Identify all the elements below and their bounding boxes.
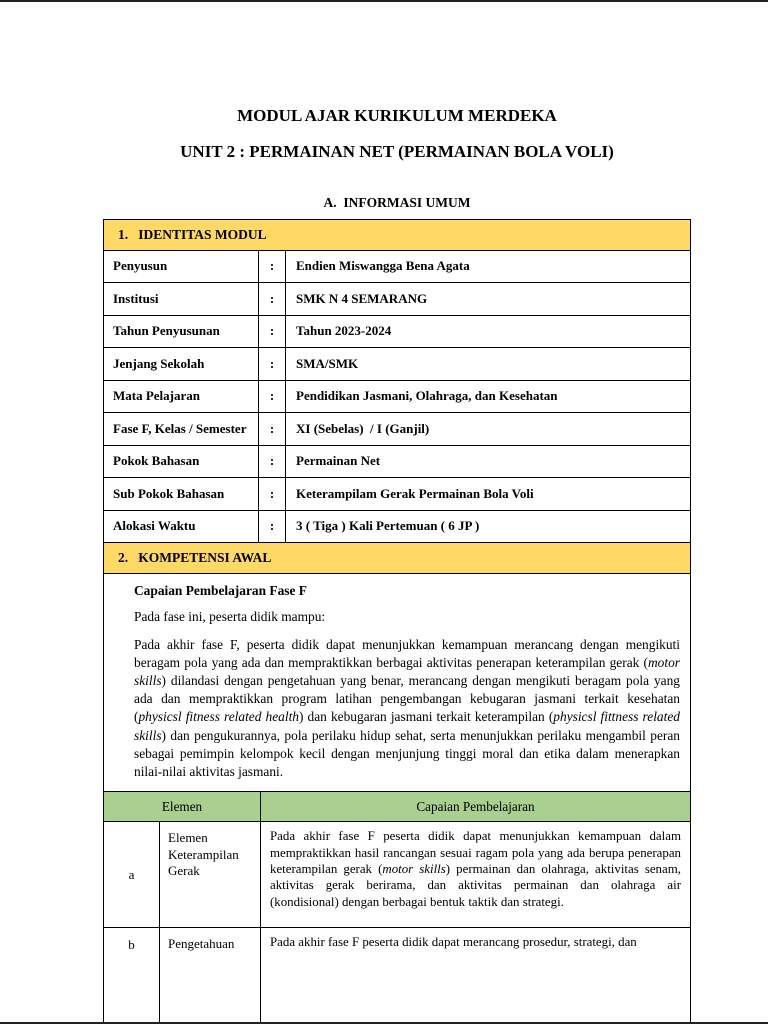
- capaian-pembelajaran-intro: Pada fase ini, peserta didik mampu:: [134, 608, 326, 624]
- elemen-row-b: [104, 928, 690, 1023]
- row-label: Fase F, Kelas / Semester: [104, 413, 259, 445]
- row-label: Penyusun: [104, 251, 259, 283]
- identitas-row-fase: [104, 413, 690, 446]
- kompetensi-awal-header: 2. KOMPETENSI AWAL: [104, 543, 690, 574]
- identitas-row-mapel: [104, 381, 690, 414]
- element-name: Pengetahuan: [160, 928, 261, 1023]
- identitas-row-subpokok: [104, 478, 690, 511]
- row-letter: b: [104, 928, 160, 1023]
- row-colon: :: [259, 251, 286, 283]
- row-value: SMA/SMK: [296, 355, 359, 371]
- elemen-row-a: [104, 822, 690, 928]
- row-colon: :: [259, 381, 286, 413]
- capaian-pembelajaran-subtitle: Capaian Pembelajaran Fase F: [134, 582, 307, 598]
- row-label: Sub Pokok Bahasan: [104, 478, 259, 510]
- row-value: XI (Sebelas) / I (Ganjil): [296, 420, 430, 436]
- row-colon: :: [259, 478, 286, 510]
- identitas-modul-header: 1. IDENTITAS MODUL: [104, 220, 690, 251]
- row-letter: a: [104, 822, 160, 927]
- row-value: Pendidikan Jasmani, Olahraga, dan Kesehatan: [296, 388, 558, 404]
- row-value: SMK N 4 SEMARANG: [296, 290, 428, 306]
- kompetensi-awal-content: [104, 574, 690, 793]
- row-value: Tahun 2023-2024: [296, 323, 392, 339]
- row-value: Permainan Net: [296, 453, 381, 469]
- row-label: Alokasi Waktu: [104, 511, 259, 543]
- document-title: MODUL AJAR KURIKULUM MERDEKA: [237, 106, 557, 125]
- row-label: Institusi: [104, 283, 259, 315]
- row-colon: :: [259, 413, 286, 445]
- row-colon: :: [259, 446, 286, 478]
- section-heading-informasi-umum: A. INFORMASI UMUM: [323, 195, 471, 210]
- row-label: Mata Pelajaran: [104, 381, 259, 413]
- element-capaian-text: Pada akhir fase F peserta didik dapat merancang prosedur, strategi, dan: [270, 935, 637, 950]
- identitas-row-institusi: [104, 283, 690, 316]
- element-capaian-text: Pada akhir fase F peserta didik dapat menunjukkan kemampuan dalam mempraktikkan hasil rancangan sesuai ragam pola yang ada berupa penerapan keterampilan gerak (motor skills) permainan dan olahraga, aktivitas senam, aktivitas gerak berirama, dan aktivitas permainan dan olahraga air (kondisional) dengan berbagai bentuk taktik dan strategi.: [270, 829, 681, 909]
- row-value: Endien Miswangga Bena Agata: [296, 258, 470, 274]
- identitas-row-alokasi: [104, 511, 690, 544]
- module-table: [103, 219, 691, 1023]
- elemen-table-header: [104, 792, 690, 822]
- row-value: 3 ( Tiga ) Kali Pertemuan ( 6 JP ): [296, 518, 480, 534]
- capaian-pembelajaran-paragraph: Pada akhir fase F, peserta didik dapat menunjukkan kemampuan merancang dengan mengikuti beragam pola yang ada dan mempraktikkan berbagai aktivitas penerapan keterampilan gerak (motor skills) dilandasi dengan pengetahuan yang benar, merancang dengan mengikuti beragam pola yang ada dan mempraktikkan program latihan pengembangan kebugaran jasmani terkait kesehatan (physicsl fitness related health) dan kebugaran jasmani terkait keterampilan (physicsl fittness related skills) dan pengukurannya, pola perilaku hidup sehat, serta menunjukkan perilaku mengambil peran sebagai pemimpin kelompok kecil dengan menjunjung tinggi moral dan etika dalam menerapkan nilai-nilai aktivitas jasmani.: [134, 636, 680, 779]
- row-colon: :: [259, 511, 286, 543]
- row-label: Jenjang Sekolah: [104, 348, 259, 380]
- row-value: Keterampilam Gerak Permainan Bola Voli: [296, 485, 534, 501]
- element-name: Elemen Keterampilan Gerak: [160, 822, 261, 927]
- elemen-column-header: Elemen: [104, 792, 261, 821]
- row-colon: :: [259, 316, 286, 348]
- page-top-edge: [0, 0, 768, 2]
- unit-title: UNIT 2 : PERMAINAN NET (PERMAINAN BOLA VOLI): [180, 142, 614, 161]
- identitas-row-jenjang: [104, 348, 690, 381]
- identitas-row-penyusun: [104, 251, 690, 284]
- document-content: [103, 0, 691, 1023]
- identitas-row-pokok: [104, 446, 690, 479]
- row-colon: :: [259, 348, 286, 380]
- identitas-row-tahun: [104, 316, 690, 349]
- row-colon: :: [259, 283, 286, 315]
- row-label: Tahun Penyusunan: [104, 316, 259, 348]
- row-label: Pokok Bahasan: [104, 446, 259, 478]
- capaian-column-header: Capaian Pembelajaran: [416, 798, 535, 814]
